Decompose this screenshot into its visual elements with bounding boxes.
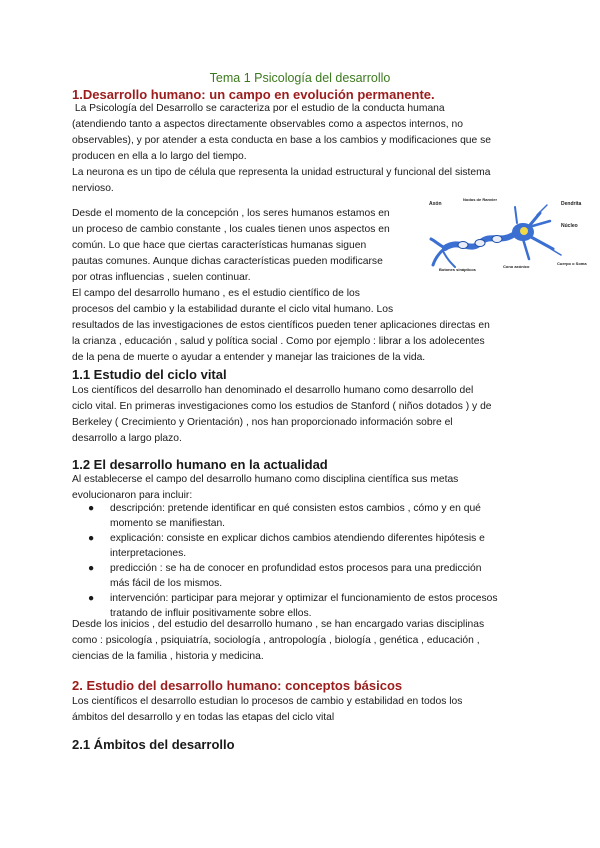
text-line: desarrollo a largo plazo. [72,433,182,444]
bullet-icon: ● [88,533,95,544]
section-1-2-outro [72,617,532,665]
bullet-icon: ● [88,593,95,604]
label-axon: Axón [429,201,442,207]
label-cuerpo: Cuerpo o Soma [557,261,587,266]
text-line: Berkeley ( Crecimiento y Orientación) , nos han proporcionado información sobre el [72,417,453,428]
text-line: ámbitos del desarrollo y en todas las etapas del ciclo vital [72,712,335,723]
list-item [88,531,548,561]
text-line: momento se manifiestan. [110,518,226,529]
text-line: La Psicología del Desarrollo se caracteriza por el estudio de la conducta humana [72,103,445,114]
text-line: nervioso. [72,183,114,194]
text-line: producen en ella a lo largo del tiempo. [72,151,247,162]
text-line: resultados de las investigaciones de estos científicos pueden tener aplicaciones directas en [72,320,490,331]
list-item [88,561,548,591]
text-line: interpretaciones. [110,548,187,559]
section-2-1-heading: 2.1 Ámbitos del desarrollo [72,737,235,752]
text-line: intervención: participar para mejorar y optimizar el funcionamiento de estos procesos [110,593,498,604]
goals-bullet-list [88,501,548,621]
section-1-heading: 1.Desarrollo humano: un campo en evolución permanente. [72,87,435,102]
text-line: observables), y por atender a esta conducta en base a los cambios y modificaciones que se [72,135,491,146]
text-line: ciencias de la familia , historia y medicina. [72,651,264,662]
text-line: por otras influencias , suelen continuar. [72,272,251,283]
text-line: como : psicología , psiquiatría, sociología , antropología , biología , genética , educación , [72,635,480,646]
text-line: La neurona es un tipo de célula que representa la unidad estructural y funcional del sistema [72,167,491,178]
text-line: de la pena de muerte o ayudar a entender y manejar las traiciones de la vida. [72,352,426,363]
text-line: explicación: consiste en explicar dichos cambios atendiendo diferentes hipótesis e [110,533,485,544]
text-line: Al establecerse el campo del desarrollo humano como disciplina científica sus metas [72,474,459,485]
text-line: ciclo vital. En primeras investigaciones como los estudios de Stanford ( niños dotados ) y de [72,401,492,412]
bullet-icon: ● [88,563,95,574]
text-line: (atendiendo tanto a aspectos directamente observables como a aspectos internos, no [72,119,463,130]
text-line: Los científicos del desarrollo han denominado el desarrollo humano como desarrollo del [72,385,474,396]
text-line: pautas comunes. Aunque dichas características pueden modificarse [72,256,383,267]
text-line: Los científicos el desarrollo estudian lo procesos de cambio y estabilidad en todos los [72,696,463,707]
text-line: Desde el momento de la concepción , los seres humanos estamos en [72,208,390,219]
text-line: la crianza , educación , salud y política social . Como por ejemplo : librar a los adolecentes [72,336,485,347]
label-nodos: Nodos de Ranvier [463,197,498,202]
text-line: común. Lo que hace que ciertas características humanas siguen [72,240,367,251]
section-1-2-intro [72,472,532,504]
text-line: descripción: pretende identificar en qué consisten estos cambios , cómo y en qué [110,503,481,514]
text-line: Desde los inicios , del estudio del desarrollo humano , se han encargado varias disciplinas [72,619,485,630]
label-cono: Cono axónico [503,264,530,269]
list-item [88,501,548,531]
section-1-paragraph-1 [72,101,532,197]
label-nucleo: Núcleo [561,223,578,229]
section-1-2-heading: 1.2 El desarrollo humano en la actualidad [72,457,328,472]
document-title: Tema 1 Psicología del desarrollo [209,71,391,85]
text-line: procesos del cambio y la estabilidad durante el ciclo vital humano. Los [72,304,394,315]
label-dendrita: Dendrita [561,201,582,207]
text-line: tratando de influir positivamente sobre ellos. [110,608,312,619]
text-line: evolucionaron para incluir: [72,490,193,501]
text-line: El campo del desarrollo humano , es el estudio científico de los [72,288,360,299]
section-2-heading: 2. Estudio del desarrollo humano: conceptos básicos [72,678,403,693]
bullet-icon: ● [88,503,95,514]
text-line: más fácil de los mismos. [110,578,223,589]
section-1-1-heading: 1.1 Estudio del ciclo vital [72,367,227,382]
text-line: predicción : se ha de conocer en profundidad estos procesos para una predicción [110,563,482,574]
section-1-1-body [72,383,532,447]
text-line: un proceso de cambio constante , los cuales tienen unos aspectos en [72,224,390,235]
section-2-body [72,694,532,726]
label-botones: Botones sinápticos [439,267,476,272]
neuron-diagram [425,193,590,275]
